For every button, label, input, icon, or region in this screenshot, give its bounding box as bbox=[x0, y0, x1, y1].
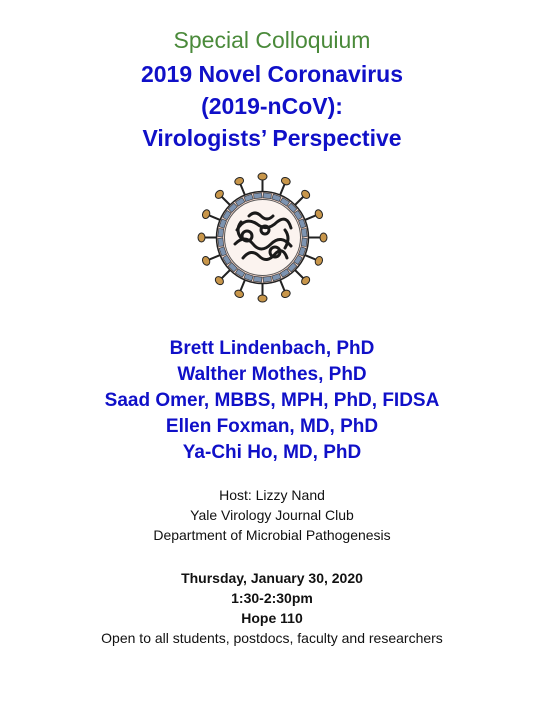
speaker-list bbox=[0, 336, 544, 466]
flyer-kicker: Special Colloquium bbox=[173, 27, 371, 53]
host-info bbox=[0, 485, 544, 545]
flyer-title bbox=[0, 58, 544, 154]
event-details bbox=[0, 568, 544, 648]
speaker-name: Walther Mothes, PhD bbox=[177, 364, 367, 385]
speaker-name: Saad Omer, MBBS, MPH, PhD, FIDSA bbox=[104, 390, 440, 411]
event-date: Thursday, January 30, 2020 bbox=[181, 570, 363, 586]
title-line: Virologists’ Perspective bbox=[142, 125, 402, 151]
event-audience: Open to all students, postdocs, faculty and researchers bbox=[101, 630, 443, 646]
title-line: (2019-nCoV): bbox=[201, 93, 343, 119]
organization-line: Yale Virology Journal Club bbox=[190, 507, 354, 523]
speaker-name: Ellen Foxman, MD, PhD bbox=[165, 416, 379, 437]
speaker-name: Ya-Chi Ho, MD, PhD bbox=[182, 442, 362, 463]
speaker-name: Brett Lindenbach, PhD bbox=[169, 338, 375, 359]
event-location: Hope 110 bbox=[241, 610, 303, 626]
department-line: Department of Microbial Pathogenesis bbox=[153, 527, 391, 543]
event-time: 1:30-2:30pm bbox=[231, 590, 313, 606]
title-line: 2019 Novel Coronavirus bbox=[140, 61, 404, 87]
host-line: Host: Lizzy Nand bbox=[219, 487, 325, 503]
coronavirus-icon bbox=[195, 170, 330, 305]
